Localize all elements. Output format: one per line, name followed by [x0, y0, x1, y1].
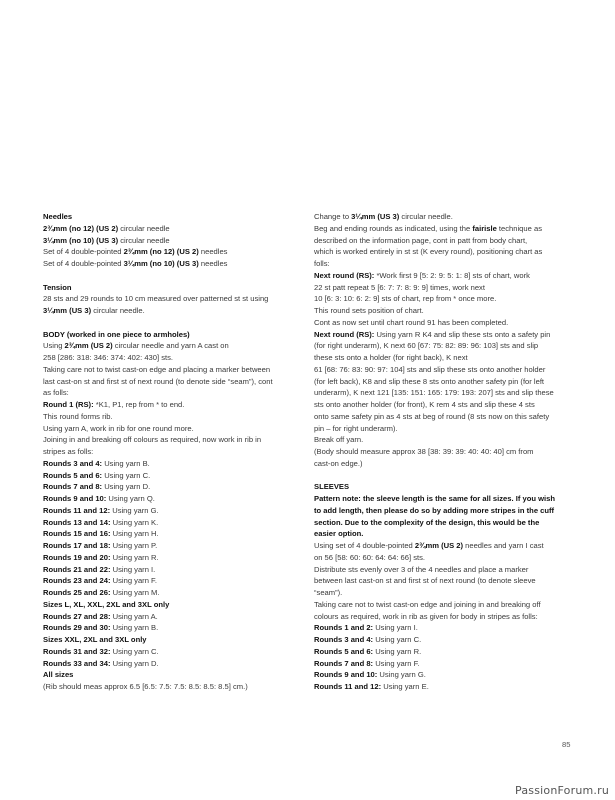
text-line: [43, 258, 295, 270]
text-line: [43, 622, 295, 634]
text-run: on 56 [58: 60: 60: 64: 64: 66] sts.: [314, 552, 426, 562]
text-run: onto same safety pin as 4 sts at beg of round (8 sts now on this safety: [314, 411, 550, 421]
text-line: [314, 352, 572, 364]
text-line: [314, 599, 572, 611]
text-line: [314, 258, 572, 270]
text-line: [43, 235, 295, 247]
text-line: [43, 246, 295, 258]
text-run: Using yarn R.: [110, 552, 159, 562]
bold-text: Rounds 33 and 34:: [43, 658, 111, 668]
bold-text: Rounds 31 and 32:: [43, 646, 111, 656]
text-run: between last cast-on st and first st of next round (to denote sleeve: [314, 576, 536, 586]
text-line: [314, 211, 572, 223]
text-run: Using yarn R.: [373, 646, 422, 656]
bold-text: 3¼mm (no 10) (US 3): [43, 235, 119, 245]
text-run: Using yarn D.: [102, 482, 151, 492]
text-run: (Body should measure approx 38 [38: 39: 39: 40: 40: 40] cm from: [314, 447, 534, 456]
right-column: [314, 211, 572, 693]
text-run: colours as required, work in rib as given for body in stripes as folls:: [314, 611, 538, 621]
text-line: [314, 611, 572, 623]
text-run: *Work first 9 [5: 2: 9: 5: 1: 8] sts of chart, work: [374, 270, 530, 280]
text-run: these sts onto a holder (for right back), K next: [314, 353, 468, 362]
bold-text: Rounds 11 and 12:: [43, 505, 111, 515]
bold-text: Rounds 19 and 20:: [43, 552, 111, 562]
text-line: [314, 634, 572, 646]
bold-text: Rounds 5 and 6:: [43, 470, 103, 480]
text-line: [43, 387, 295, 399]
text-run: folls:: [314, 259, 330, 268]
text-line: [314, 340, 572, 352]
text-run: 28 sts and 29 rounds to 10 cm measured over patterned st st using: [43, 294, 269, 304]
text-run: circular needle and yarn A cast on: [112, 341, 229, 351]
text-line: [43, 293, 295, 305]
text-run: needles: [198, 259, 228, 268]
text-line: [314, 282, 572, 294]
page-number: 85: [562, 740, 571, 749]
bold-text: Round 1 (RS):: [43, 400, 94, 409]
text-line: [43, 434, 295, 446]
text-line: [43, 611, 295, 623]
watermark: PassionForum.ru: [515, 784, 609, 797]
text-line: [43, 470, 295, 482]
text-run: as folls:: [43, 388, 69, 398]
text-run: Beg and ending rounds as indicated, using the: [314, 223, 473, 233]
text-run: described on the information page, cont in patt from body chart,: [314, 235, 528, 245]
bold-text: Rounds 17 and 18:: [43, 541, 111, 550]
text-run: Set of 4 double-pointed: [43, 247, 124, 257]
text-run: Using yarn C.: [110, 646, 159, 656]
text-run: 61 [68: 76: 83: 90: 97: 104] sts and slip these sts onto another holder: [314, 364, 546, 374]
text-line: [314, 411, 572, 423]
text-run: Using yarn K.: [110, 517, 159, 527]
text-line: [314, 423, 572, 435]
text-run: pin – for right underarm).: [314, 423, 398, 433]
bold-text: to add length, then please do so by adding more stripes in the cuff: [314, 505, 555, 515]
text-run: Using set of 4 double-pointed: [314, 541, 415, 550]
text-run: Using yarn F.: [110, 576, 157, 586]
text-run: Using yarn G.: [110, 505, 159, 515]
text-line: [314, 505, 572, 517]
text-run: Joining in and breaking off colours as required, now work in rib in: [43, 435, 262, 445]
text-run: (for left back), K8 and slip these 8 sts onto another safety pin (for left: [314, 376, 545, 386]
text-run: Change to: [314, 212, 352, 221]
text-line: [314, 223, 572, 235]
text-line: [43, 411, 295, 423]
bold-text: Rounds 7 and 8:: [43, 482, 103, 492]
text-line: [314, 528, 572, 540]
bold-text: 3¼mm (US 3): [351, 212, 400, 221]
text-run: Using yarn E.: [381, 682, 429, 691]
text-line: [314, 293, 572, 305]
bold-text: fairisle: [472, 223, 497, 233]
text-run: (for right underarm), K next 60 [67: 75: 82: 89: 96: 103] sts and slip: [314, 341, 539, 351]
text-line: [43, 564, 295, 576]
text-run: Using yarn I.: [373, 623, 418, 633]
text-line: [43, 223, 295, 235]
bold-text: 2¾mm (no 12) (US 2): [123, 247, 199, 257]
text-run: Distribute sts evenly over 3 of the 4 needles and place a marker: [314, 564, 529, 574]
bold-text: Next round (RS):: [314, 329, 375, 339]
text-run: circular needle: [118, 223, 170, 233]
section-heading: BODY (worked in one piece to armholes): [43, 329, 190, 339]
text-run: circular needle: [118, 235, 170, 245]
text-run: Using yarn P.: [110, 541, 158, 550]
bold-text: section. Due to the complexity of the design, this would be the: [314, 517, 540, 527]
text-run: (Rib should meas approx 6.5 [6.5: 7.5: 7.5: 8.5: 8.5: 8.5] cm.): [43, 682, 248, 691]
text-line: [314, 540, 572, 552]
bold-text: Rounds 23 and 24:: [43, 576, 111, 586]
text-line: [314, 564, 572, 576]
text-line: [43, 446, 295, 458]
text-run: 22 st patt repeat 5 [6: 7: 7: 8: 9: 9] times, work next: [314, 282, 485, 292]
text-line: [314, 329, 572, 341]
text-run: *K1, P1, rep from * to end.: [93, 400, 185, 409]
text-run: Using yarn R K4 and slip these sts onto a safety pin: [374, 329, 551, 339]
text-run: Set of 4 double-pointed: [43, 259, 124, 268]
text-run: which is worked entirely in st st (K every round), positioning chart as: [314, 247, 543, 257]
bold-text: Rounds 13 and 14:: [43, 517, 111, 527]
text-line: [314, 317, 572, 329]
bold-text: Rounds 3 and 4:: [314, 635, 374, 644]
text-line: [43, 364, 295, 376]
text-run: Using yarn G.: [377, 670, 426, 680]
text-line: [314, 305, 572, 317]
text-run: underarm), K next 121 [135: 151: 165: 179: 193: 207] sts and slip these: [314, 388, 554, 398]
text-line: [314, 364, 572, 376]
text-line: [314, 446, 572, 458]
text-line: [314, 552, 572, 564]
text-line: [314, 587, 572, 599]
text-line: [43, 493, 295, 505]
text-line: [43, 376, 295, 388]
bold-text: Rounds 7 and 8:: [314, 658, 374, 668]
text-run: cast-on edge.): [314, 458, 363, 468]
text-line: [314, 646, 572, 658]
text-line: [43, 423, 295, 435]
text-line: [43, 340, 295, 352]
text-line: [43, 658, 295, 670]
text-line: [314, 434, 572, 446]
text-line: [314, 376, 572, 388]
text-run: Using yarn B.: [110, 623, 159, 633]
left-column: [43, 211, 295, 693]
text-run: Using yarn Q.: [106, 494, 155, 503]
text-run: Taking care not to twist cast-on edge and joining in and breaking off: [314, 599, 541, 609]
bold-text: Rounds 5 and 6:: [314, 646, 374, 656]
text-line: [43, 669, 295, 681]
text-run: Taking care not to twist cast-on edge and placing a marker between: [43, 364, 271, 374]
bold-text: Rounds 1 and 2:: [314, 623, 374, 633]
text-run: Using yarn H.: [110, 529, 159, 539]
text-run: This round sets position of chart.: [314, 306, 424, 315]
text-line: [43, 528, 295, 540]
text-line: [43, 481, 295, 493]
bold-text: Pattern note: the sleeve length is the same for all sizes. If you wish: [314, 494, 555, 503]
section-heading: Tension: [43, 282, 72, 292]
bold-text: Next round (RS):: [314, 270, 375, 280]
bold-text: All sizes: [43, 670, 74, 680]
text-line: [314, 246, 572, 258]
text-line: [314, 493, 572, 505]
text-run: last cast-on st and first st of next round (to denote side “seam”), cont: [43, 376, 273, 386]
text-line: [314, 235, 572, 247]
text-line: [43, 575, 295, 587]
text-line: [43, 352, 295, 364]
text-run: Using yarn D.: [110, 658, 159, 668]
text-line: [43, 646, 295, 658]
bold-text: Rounds 3 and 4:: [43, 458, 103, 468]
text-run: Using: [43, 341, 65, 351]
bold-text: Rounds 21 and 22:: [43, 564, 111, 574]
text-line: [43, 681, 295, 693]
bold-text: 2¾mm (US 2): [64, 341, 113, 351]
bold-text: Rounds 29 and 30:: [43, 623, 111, 633]
bold-text: 3¼mm (US 3): [43, 306, 92, 315]
text-run: Break off yarn.: [314, 435, 364, 445]
text-line: [314, 669, 572, 681]
text-line: [43, 399, 295, 411]
text-run: 258 [286: 318: 346: 374: 402: 430] sts.: [43, 353, 174, 362]
text-line: [314, 387, 572, 399]
bold-text: 2¾mm (no 12) (US 2): [43, 223, 119, 233]
text-run: Using yarn C.: [102, 470, 151, 480]
text-line: [43, 599, 295, 611]
bold-text: Rounds 15 and 16:: [43, 529, 111, 539]
text-run: Using yarn A, work in rib for one round more.: [43, 423, 194, 433]
text-line: [43, 305, 295, 317]
text-run: Using yarn A.: [110, 611, 158, 621]
text-line: [314, 270, 572, 282]
bold-text: easier option.: [314, 529, 364, 539]
text-run: circular needle.: [399, 212, 453, 221]
text-run: circular needle.: [91, 306, 145, 315]
bold-text: Rounds 25 and 26:: [43, 588, 111, 597]
text-run: needles: [198, 247, 228, 257]
section-heading: SLEEVES: [314, 482, 350, 492]
bold-text: Rounds 11 and 12:: [314, 682, 382, 691]
text-line: [43, 458, 295, 470]
bold-text: 2¾mm (US 2): [414, 541, 464, 550]
text-line: [43, 552, 295, 564]
text-line: [314, 681, 572, 693]
bold-text: Rounds 9 and 10:: [43, 494, 107, 503]
bold-text: Sizes L, XL, XXL, 2XL and 3XL only: [43, 599, 170, 609]
text-run: “seam”).: [314, 588, 343, 597]
text-run: This round forms rib.: [43, 411, 113, 421]
bold-text: Rounds 9 and 10:: [314, 670, 378, 680]
text-line: [314, 399, 572, 411]
text-line: [43, 505, 295, 517]
text-run: Using yarn F.: [373, 658, 420, 668]
text-run: Using yarn I.: [110, 564, 156, 574]
text-run: Using yarn B.: [102, 458, 150, 468]
text-line: [314, 458, 572, 470]
text-line: [43, 634, 295, 646]
text-run: stripes as folls:: [43, 447, 94, 456]
text-line: [314, 622, 572, 634]
bold-text: 3¼mm (no 10) (US 3): [123, 259, 199, 268]
text-run: Cont as now set until chart round 91 has been completed.: [314, 317, 509, 327]
text-line: [43, 517, 295, 529]
text-run: 10 [6: 3: 10: 6: 2: 9] sts of chart, rep from * once more.: [314, 294, 497, 304]
text-line: [43, 540, 295, 552]
bold-text: Rounds 27 and 28:: [43, 611, 111, 621]
text-run: Using yarn C.: [373, 635, 422, 644]
text-line: [43, 587, 295, 599]
text-run: technique as: [496, 223, 542, 233]
text-line: [314, 575, 572, 587]
text-run: sts onto another holder (for front), K rem 4 sts and slip these 4 sts: [314, 400, 535, 409]
bold-text: Sizes XXL, 2XL and 3XL only: [43, 635, 147, 644]
text-line: [314, 517, 572, 529]
section-heading: Needles: [43, 212, 73, 221]
text-run: Using yarn M.: [110, 588, 160, 597]
text-line: [314, 658, 572, 670]
text-run: needles and yarn I cast: [463, 541, 544, 550]
